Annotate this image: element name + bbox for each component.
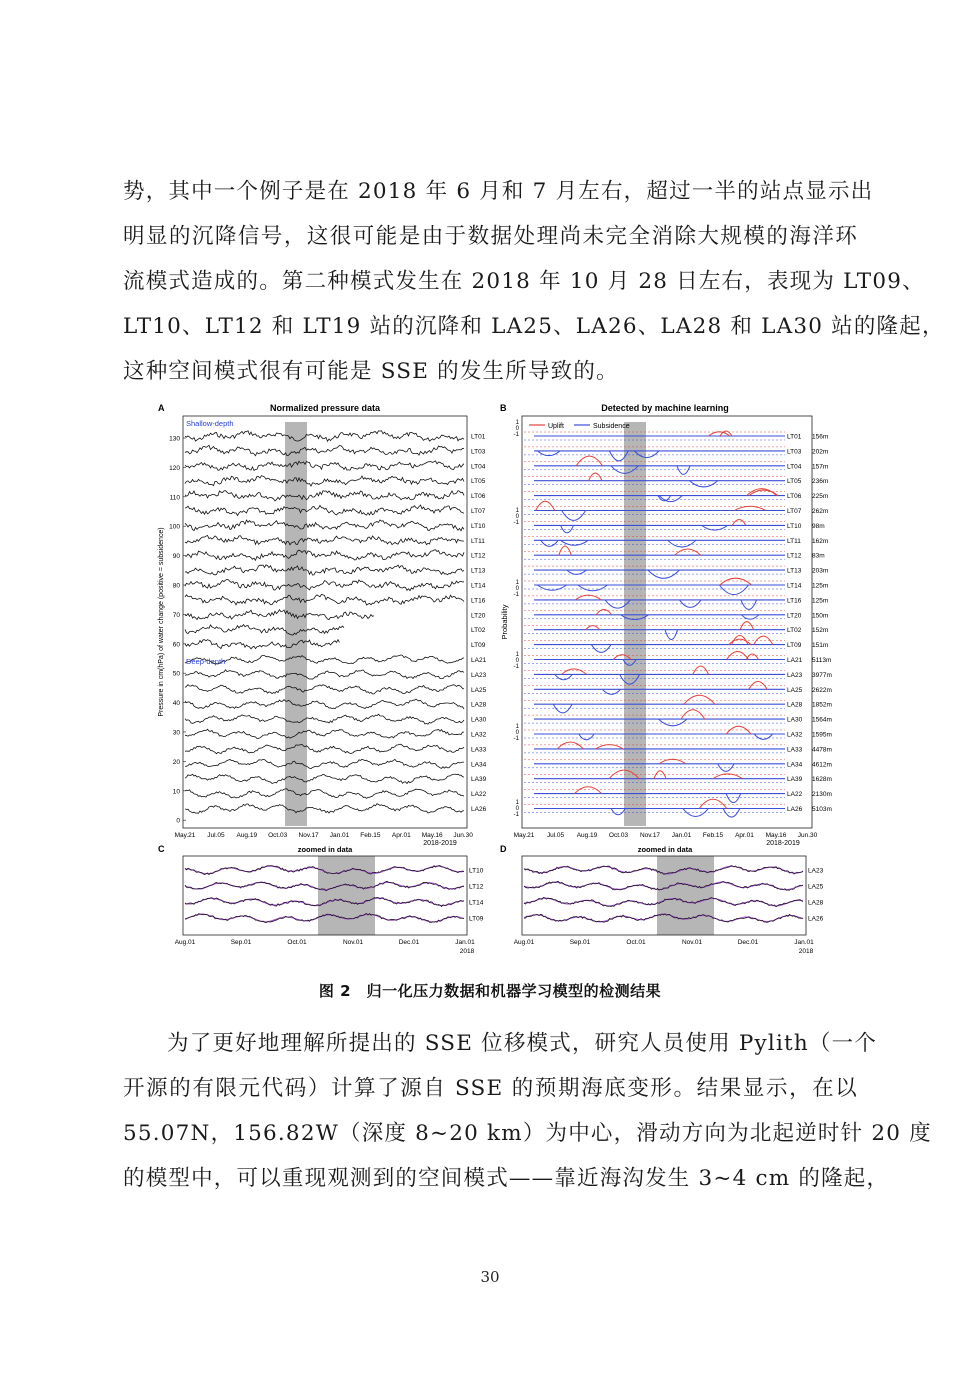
station-label: LA32 (787, 731, 803, 739)
station-depth: 4612m (812, 761, 832, 769)
panel-d-year: 2018 (798, 948, 814, 955)
trace-la30 (185, 714, 464, 724)
subsidence-peak (537, 585, 566, 590)
station-label: LT20 (471, 612, 486, 620)
subsidence-peak (754, 734, 773, 739)
panel-b-letter: B (500, 403, 507, 413)
station-label: LT07 (787, 508, 802, 515)
station-label: LA34 (787, 761, 803, 769)
station-depth: 83m (812, 552, 825, 560)
station-depth: 2622m (812, 686, 832, 694)
subsidence-peak (741, 615, 758, 619)
station-depth: 262m (812, 508, 829, 515)
station-label: LA22 (787, 791, 803, 799)
station-depth: 4478m (812, 746, 832, 754)
ytick-label: 10 (172, 788, 180, 796)
uplift-peak (596, 609, 612, 614)
station-label: LA28 (808, 899, 824, 907)
panel-a (158, 403, 487, 847)
figure-2 (155, 398, 832, 963)
station-label: LA26 (787, 806, 803, 813)
station-label: LT10 (471, 522, 486, 530)
panel-c-title: zoomed in data (297, 845, 353, 854)
panel-b-ylabel: Probability (500, 604, 509, 640)
xtick-label: Jan.01 (455, 939, 475, 946)
xtick-label: Oct.01 (287, 939, 307, 946)
trace-lt11 (185, 535, 464, 544)
panel-b-xticks (514, 832, 818, 839)
panel-a-title: Normalized pressure data (269, 403, 381, 413)
trace-lt10 (185, 520, 464, 531)
station-label: LT10 (787, 522, 802, 530)
station-label: LT06 (787, 493, 802, 501)
uplift-peak (734, 506, 765, 510)
subsidence-peak (553, 704, 572, 713)
ytick-label: 60 (172, 641, 180, 649)
xtick-label: Sep.01 (230, 939, 252, 946)
text-line: 开源的有限元代码）计算了源自 SSE 的预期海底变形。结果显示，在以 (123, 1076, 858, 1101)
station-label: LT09 (469, 915, 484, 923)
uplift-peak (720, 578, 752, 585)
station-label: LT09 (471, 642, 486, 650)
subsidence-peak (665, 630, 678, 640)
station-label: LA23 (808, 867, 824, 875)
subsidence-peak (648, 570, 679, 578)
station-label: LA28 (471, 701, 487, 709)
xtick-label: Feb.15 (702, 832, 724, 839)
zoom-shade-d (657, 856, 714, 935)
station-label: LT06 (471, 493, 486, 501)
ytick-label: 20 (172, 758, 180, 766)
station-label: LT12 (787, 552, 802, 560)
trace-la23 (185, 670, 464, 679)
station-label: LT04 (787, 463, 802, 471)
text-line: 这种空间模式很有可能是 SSE 的发生所导致的。 (123, 359, 619, 384)
station-label: LA30 (787, 716, 803, 724)
station-label: LT03 (471, 448, 486, 456)
station-label: LT05 (471, 478, 486, 486)
trace-la28 (185, 699, 464, 709)
station-label: LA25 (471, 686, 487, 694)
station-label: LA22 (471, 791, 487, 799)
legend-uplift-label: Uplift (548, 423, 564, 430)
uplift-peak (559, 546, 572, 555)
subsidence-peak (683, 809, 708, 817)
ytick-label: 80 (172, 582, 180, 590)
trace-la22 (185, 789, 464, 799)
prob-tick-neg1: -1 (513, 432, 519, 438)
xtick-label: Dec.01 (398, 939, 420, 946)
station-label: LA30 (471, 716, 487, 724)
xtick-label: Nov.01 (342, 939, 364, 946)
station-depth: 157m (812, 463, 829, 471)
station-depth: 162m (812, 537, 829, 545)
station-label: LA39 (471, 776, 487, 784)
xtick-label: Nov.17 (639, 832, 661, 839)
panel-c (158, 844, 484, 955)
station-label: LA21 (787, 657, 803, 664)
prob-tick-neg1: -1 (513, 520, 519, 526)
station-depth: 152m (812, 627, 829, 635)
station-label: LT01 (471, 433, 486, 441)
uplift-peak (726, 726, 751, 734)
prob-tick-0: 0 (515, 426, 519, 432)
xtick-label: May.21 (174, 832, 196, 839)
prob-tick-0: 0 (515, 806, 519, 812)
subsidence-peak (602, 689, 620, 694)
uplift-peak (575, 787, 602, 794)
station-label: LA25 (808, 883, 824, 891)
prob-tick-0: 0 (515, 658, 519, 664)
panel-d-station-labels (808, 868, 824, 923)
panel-b-station-labels (787, 434, 832, 814)
station-label: LT07 (471, 508, 486, 515)
uplift-peak (684, 695, 715, 704)
xtick-label: Sep.01 (569, 939, 591, 946)
prob-tick-1: 1 (515, 580, 519, 586)
station-depth: 1852m (812, 701, 832, 709)
group-label-deep: Deep-depth (186, 657, 226, 666)
station-label: LT04 (471, 463, 486, 471)
station-depth: 1595m (812, 731, 832, 739)
subsidence-peak (741, 600, 757, 610)
uplift-peak (732, 520, 746, 526)
station-depth: 3977m (812, 671, 832, 679)
panel-a-ylabel: Pressure in cm(hPa) of water change (positive = subsidence) (158, 527, 165, 717)
xtick-label: May.16 (765, 832, 787, 839)
station-label: LT13 (787, 567, 802, 575)
text-line: 为了更好地理解所提出的 SSE 位移模式，研究人员使用 Pylith（一个 (167, 1031, 878, 1056)
station-label: LT14 (469, 899, 484, 907)
prob-tick-0: 0 (515, 514, 519, 520)
ytick-label: 40 (172, 700, 180, 708)
station-label: LA26 (471, 806, 487, 813)
ytick-label: 0 (176, 817, 180, 825)
station-depth: 2130m (812, 791, 832, 799)
subsidence-peak (611, 809, 625, 815)
xtick-label: Nov.01 (681, 939, 703, 946)
station-depth: 5113m (812, 657, 832, 664)
prob-tick-neg1: -1 (513, 664, 519, 670)
pressure-traces (185, 431, 464, 814)
station-label: LA32 (471, 731, 487, 739)
xtick-label: Jan.01 (671, 832, 692, 839)
station-label: LA25 (787, 686, 803, 694)
xtick-label: Oct.01 (626, 939, 646, 946)
xtick-label: Jul.05 (207, 832, 225, 839)
subsidence-peak (567, 570, 586, 574)
trace-lt05 (185, 476, 464, 486)
trace-la26 (185, 804, 464, 814)
xtick-label: Jan.01 (329, 832, 350, 839)
prob-tick-1: 1 (515, 800, 519, 806)
prob-tick-1: 1 (515, 508, 519, 514)
text-line: 势，其中一个例子是在 2018 年 6 月和 7 月左右，超过一半的站点显示出 (123, 179, 874, 204)
panel-d-title: zoomed in data (637, 845, 693, 854)
ytick-label: 50 (172, 670, 180, 678)
station-label: LT11 (787, 537, 801, 545)
ytick-label: 120 (169, 464, 180, 472)
panel-a-letter: A (158, 403, 165, 413)
trace-lt20 (185, 610, 374, 620)
panel-c-xticks (175, 939, 475, 946)
ytick-label: 130 (169, 435, 180, 443)
prob-tick-1: 1 (515, 652, 519, 658)
station-depth: 203m (812, 567, 829, 575)
xtick-label: Aug.01 (513, 939, 535, 946)
panel-a-station-labels (471, 434, 487, 814)
station-label: LA39 (787, 776, 803, 784)
panel-b-xlabel: 2018-2019 (766, 840, 800, 847)
panel-a-xticks (175, 832, 474, 839)
station-label: LA23 (787, 671, 803, 679)
panel-c-year: 2018 (459, 948, 475, 955)
trace-lt04 (185, 461, 464, 471)
trace-la32 (185, 729, 464, 738)
station-label: LA28 (787, 701, 803, 709)
station-label: LT16 (471, 597, 486, 605)
subsidence-peak (726, 794, 741, 803)
station-depth: 125m (812, 597, 829, 605)
station-label: LT09 (787, 642, 802, 650)
uplift-peak (576, 456, 602, 466)
xtick-label: Aug.19 (236, 832, 258, 839)
uplift-peak (596, 745, 624, 749)
text-line: 55.07N，156.82W（深度 8~20 km）为中心，滑动方向为北起逆时针 20 度 (123, 1121, 932, 1146)
legend-subsidence-label: Subsidence (593, 423, 630, 430)
xtick-label: Jun.30 (453, 832, 473, 839)
panel-b-frame (522, 416, 812, 828)
sse-window-shade-b (624, 422, 646, 826)
uplift-peak (589, 473, 602, 481)
xtick-label: Oct.03 (268, 832, 288, 839)
station-label: LT20 (787, 612, 802, 620)
panel-a-frame (183, 416, 467, 828)
station-depth: 202m (812, 448, 829, 456)
text-line: 明显的沉降信号，这很可能是由于数据处理尚未完全消除大规模的海洋环 (123, 224, 858, 249)
ytick-label: 70 (172, 611, 180, 619)
xtick-label: Feb.15 (360, 832, 381, 839)
subsidence-peak (680, 600, 702, 608)
panel-b-probability-ticks (514, 420, 520, 818)
xtick-label: Apr.01 (735, 832, 754, 839)
panel-c-letter: C (158, 844, 165, 854)
trace-la25 (185, 685, 464, 694)
paragraph-2 (123, 1021, 932, 1201)
trace-lt12 (185, 550, 464, 561)
station-label: LT11 (471, 537, 485, 545)
page-number: 30 (480, 1268, 500, 1286)
station-label: LT14 (471, 582, 486, 590)
trace-la21 (185, 655, 464, 664)
station-depth: 1564m (812, 716, 832, 724)
trace-lt16 (185, 594, 464, 605)
xtick-label: Jan.01 (794, 939, 814, 946)
uplift-peak (754, 636, 773, 645)
panel-d-xticks (514, 939, 814, 946)
uplift-peak (675, 549, 701, 555)
station-label: LT13 (471, 567, 486, 575)
xtick-label: Jul.05 (546, 832, 565, 839)
panel-a-yticks (169, 436, 186, 825)
text-line: 流模式造成的。第二种模式发生在 2018 年 10 月 28 日左右，表现为 LT09、 (123, 269, 925, 294)
panel-b (500, 403, 832, 847)
subsidence-peak (555, 674, 573, 679)
panel-d-letter: D (500, 844, 507, 854)
station-label: LT02 (787, 627, 802, 635)
station-label: LT14 (787, 582, 802, 590)
prob-tick-0: 0 (515, 586, 519, 592)
xtick-label: May.21 (513, 832, 535, 839)
probability-traces (524, 431, 785, 817)
station-label: LA26 (808, 915, 824, 923)
ytick-label: 30 (172, 729, 180, 737)
station-label: LA34 (471, 761, 487, 769)
station-depth: 151m (812, 642, 829, 650)
uplift-peak (709, 432, 730, 436)
station-label: LT12 (471, 552, 486, 560)
trace-la39 (185, 774, 464, 784)
prob-tick-1: 1 (515, 420, 519, 426)
station-label: LT16 (787, 597, 802, 605)
station-label: LT01 (787, 433, 802, 441)
trace-lt01 (185, 431, 464, 442)
station-depth: 156m (812, 433, 829, 441)
ytick-label: 90 (172, 553, 180, 561)
panel-b-title: Detected by machine learning (601, 403, 729, 413)
subsidence-peak (723, 809, 740, 818)
uplift-peak (562, 669, 587, 675)
uplift-peak (740, 622, 754, 630)
panel-c-station-labels (469, 868, 484, 923)
prob-tick-1: 1 (515, 724, 519, 730)
prob-tick-neg1: -1 (513, 736, 519, 742)
trace-lt06 (185, 491, 464, 501)
prob-tick-neg1: -1 (513, 812, 519, 818)
panel-a-xlabel: 2018-2019 (423, 840, 457, 847)
uplift-peak (557, 742, 583, 749)
subsidence-peak (690, 481, 718, 487)
subsidence-peak (659, 719, 687, 726)
subsidence-peak (541, 540, 558, 546)
text-line: LT10、LT12 和 LT19 站的沉降和 LA25、LA26、LA28 和 LA30 站的隆起， (123, 314, 945, 339)
prob-tick-0: 0 (515, 730, 519, 736)
trace-lt14 (185, 579, 464, 590)
trace-la34 (185, 759, 464, 768)
station-label: LT10 (469, 867, 484, 875)
station-depth: 5103m (812, 806, 832, 813)
xtick-label: Aug.01 (174, 939, 196, 946)
station-label: LA33 (787, 746, 803, 754)
station-depth: 125m (812, 582, 829, 590)
xtick-label: Jun.30 (797, 832, 818, 839)
xtick-label: May.16 (421, 832, 443, 839)
trace-lt02 (185, 625, 344, 636)
text-line: 的模型中，可以重现观测到的空间模式——靠近海沟发生 3~4 cm 的隆起， (123, 1166, 890, 1191)
uplift-peak (699, 799, 726, 808)
trace-la33 (185, 744, 464, 753)
xtick-label: Apr.01 (391, 832, 411, 839)
uplift-peak (586, 626, 600, 630)
zoom-shade-c (318, 856, 375, 935)
station-label: LT12 (469, 883, 484, 891)
subsidence-peak (668, 540, 696, 547)
trace-lt07 (185, 505, 464, 515)
station-depth: 225m (812, 493, 829, 501)
uplift-peak (681, 710, 705, 719)
group-label-shallow: Shallow-depth (186, 419, 234, 428)
subsidence-peak (719, 585, 748, 595)
subsidence-peak (561, 525, 574, 532)
panel-d (500, 844, 824, 955)
xtick-label: Nov.17 (298, 832, 319, 839)
subsidence-peak (579, 734, 594, 740)
legend (529, 423, 630, 430)
subsidence-peak (562, 511, 586, 521)
figure-caption: 图 2 归一化压力数据和机器学习模型的检测结果 (318, 982, 662, 1000)
station-label: LT02 (471, 627, 486, 635)
xtick-label: Aug.19 (576, 832, 598, 839)
trace-lt13 (185, 565, 464, 575)
station-depth: 98m (812, 522, 825, 530)
subsidence-peak (578, 585, 608, 591)
trace-lt09 (185, 640, 340, 649)
xtick-label: Oct.03 (608, 832, 629, 839)
uplift-peak (536, 501, 555, 510)
ytick-label: 100 (169, 523, 180, 531)
subsidence-peak (677, 466, 690, 475)
station-label: LT03 (787, 448, 802, 456)
station-label: LT05 (787, 478, 802, 486)
station-label: LA33 (471, 746, 487, 754)
station-label: LA23 (471, 671, 487, 679)
paragraph-1 (123, 169, 945, 394)
station-depth: 1628m (812, 776, 832, 784)
xtick-label: Dec.01 (737, 939, 759, 946)
station-depth: 150m (812, 612, 829, 620)
prob-tick-neg1: -1 (513, 592, 519, 598)
trace-lt03 (185, 445, 464, 455)
station-label: LA21 (471, 657, 487, 664)
ytick-label: 110 (169, 494, 180, 502)
station-depth: 236m (812, 478, 829, 486)
